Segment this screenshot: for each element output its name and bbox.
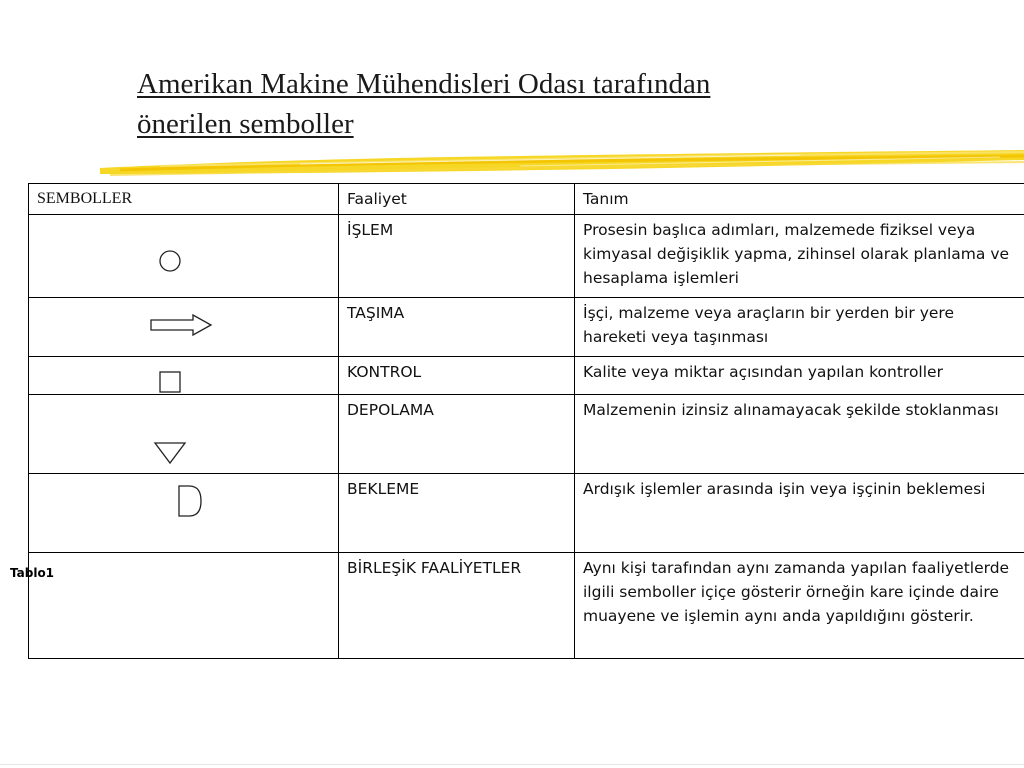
symbol-cell-empty — [29, 553, 339, 659]
activity-cell: BİRLEŞİK FAALİYETLER — [339, 553, 575, 659]
slide-title — [137, 64, 857, 144]
description-cell: Malzemenin izinsiz alınamayacak şekilde stoklanması — [575, 395, 1024, 474]
description-cell: Aynı kişi tarafından aynı zamanda yapılan faaliyetlerde ilgili semboller içiçe gösterir örneğin kare içinde daire muayene ve işlemin aynı anda yapıldığını gösterir. — [575, 553, 1024, 659]
circle-icon — [29, 215, 339, 298]
table-row — [29, 553, 1024, 659]
footer-divider — [0, 764, 1024, 765]
table-row — [29, 474, 1024, 553]
header-semboller: SEMBOLLER — [29, 184, 339, 215]
symbols-table — [28, 183, 1024, 659]
symbol-cell — [29, 395, 339, 474]
symbol-cell — [29, 474, 339, 553]
activity-cell: TAŞIMA — [339, 298, 575, 357]
symbol-cell — [29, 298, 339, 357]
table-row — [29, 357, 1024, 395]
description-cell: İşçi, malzeme veya araçların bir yerden bir yere hareketi veya taşınması — [575, 298, 1024, 357]
description-cell: Prosesin başlıca adımları, malzemede fiziksel veya kimyasal değişiklik yapma, zihinsel olarak planlama ve hesaplama işlemleri — [575, 215, 1024, 298]
title-line-1: Amerikan Makine Mühendisleri Odası tarafından — [137, 68, 711, 100]
header-tanim: Tanım — [575, 184, 1024, 215]
description-cell: Kalite veya miktar açısından yapılan kontroller — [575, 357, 1024, 395]
description-cell: Ardışık işlemler arasında işin veya işçinin beklemesi — [575, 474, 1024, 553]
square-icon — [29, 357, 339, 395]
activity-cell: BEKLEME — [339, 474, 575, 553]
table-row — [29, 298, 1024, 357]
activity-cell: DEPOLAMA — [339, 395, 575, 474]
table-header-row — [29, 184, 1024, 215]
symbol-cell — [29, 215, 339, 298]
arrow-right-icon — [29, 298, 339, 357]
table-caption: Tablo1 — [10, 566, 55, 580]
symbol-cell — [29, 357, 339, 395]
d-shape-icon — [29, 474, 339, 553]
triangle-down-icon — [29, 395, 339, 474]
table-row — [29, 215, 1024, 298]
table-row — [29, 395, 1024, 474]
title-line-2: önerilen semboller — [137, 108, 354, 140]
activity-cell: KONTROL — [339, 357, 575, 395]
activity-cell: İŞLEM — [339, 215, 575, 298]
header-faaliyet: Faaliyet — [339, 184, 575, 215]
yellow-brush-stroke — [100, 144, 1024, 184]
